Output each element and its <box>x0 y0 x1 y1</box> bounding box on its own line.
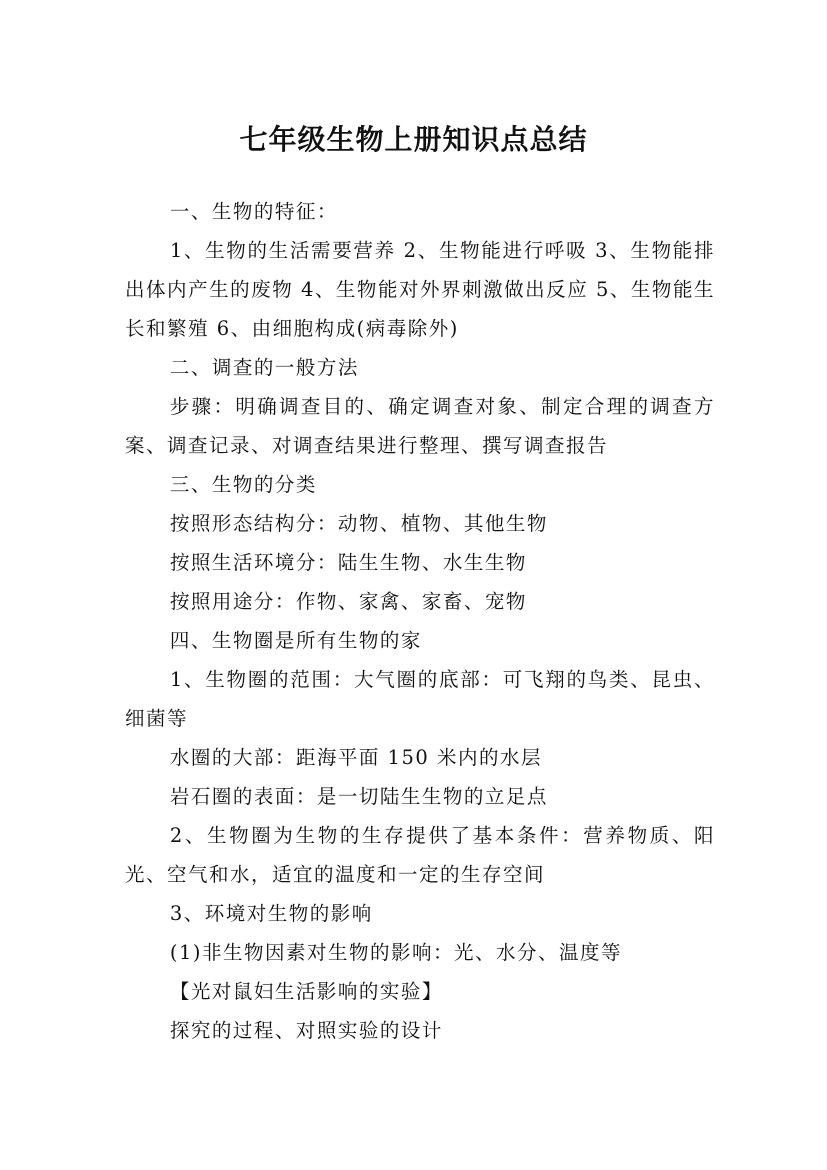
paragraph-biosphere-conditions: 2、生物圈为生物的生存提供了基本条件：营养物质、阳光、空气和水，适宜的温度和一定的生存空间 <box>125 824 715 886</box>
paragraph-experiment-title: 【光对鼠妇生活影响的实验】 <box>169 980 443 1003</box>
paragraph-survey-steps: 步骤：明确调查目的、确定调查对象、制定合理的调查方案、调查记录、对调查结果进行整理、撰写调查报告 <box>125 395 715 457</box>
paragraph-hydrosphere: 水圈的大部：距海平面 150 米内的水层 <box>169 746 542 769</box>
paragraph-classification-use: 按照用途分：作物、家禽、家畜、宠物 <box>169 590 527 613</box>
heading-classification: 三、生物的分类 <box>169 473 317 496</box>
paragraph-classification-environment: 按照生活环境分：陆生生物、水生生物 <box>169 551 527 574</box>
paragraph-lithosphere: 岩石圈的表面：是一切陆生生物的立足点 <box>169 785 548 808</box>
heading-survey-method: 二、调查的一般方法 <box>169 356 359 379</box>
paragraph-experiment-design: 探究的过程、对照实验的设计 <box>169 1019 443 1042</box>
paragraph-classification-structure: 按照形态结构分：动物、植物、其他生物 <box>169 512 548 535</box>
heading-characteristics: 一、生物的特征： <box>169 200 338 223</box>
paragraph-abiotic-factors: (1)非生物因素对生物的影响：光、水分、温度等 <box>169 941 622 964</box>
paragraph-biosphere-range: 1、生物圈的范围：大气圈的底部：可飞翔的鸟类、昆虫、细菌等 <box>125 668 715 730</box>
paragraph-environment-effects: 3、环境对生物的影响 <box>169 902 373 925</box>
paragraph-characteristics-list: 1、生物的生活需要营养 2、生物能进行呼吸 3、生物能排出体内产生的废物 4、生物能对外界刺激做出反应 5、生物能生长和繁殖 6、由细胞构成(病毒除外) <box>125 239 715 340</box>
document-title: 七年级生物上册知识点总结 <box>239 122 588 156</box>
document-body <box>125 192 715 1050</box>
heading-biosphere: 四、生物圈是所有生物的家 <box>169 629 422 652</box>
